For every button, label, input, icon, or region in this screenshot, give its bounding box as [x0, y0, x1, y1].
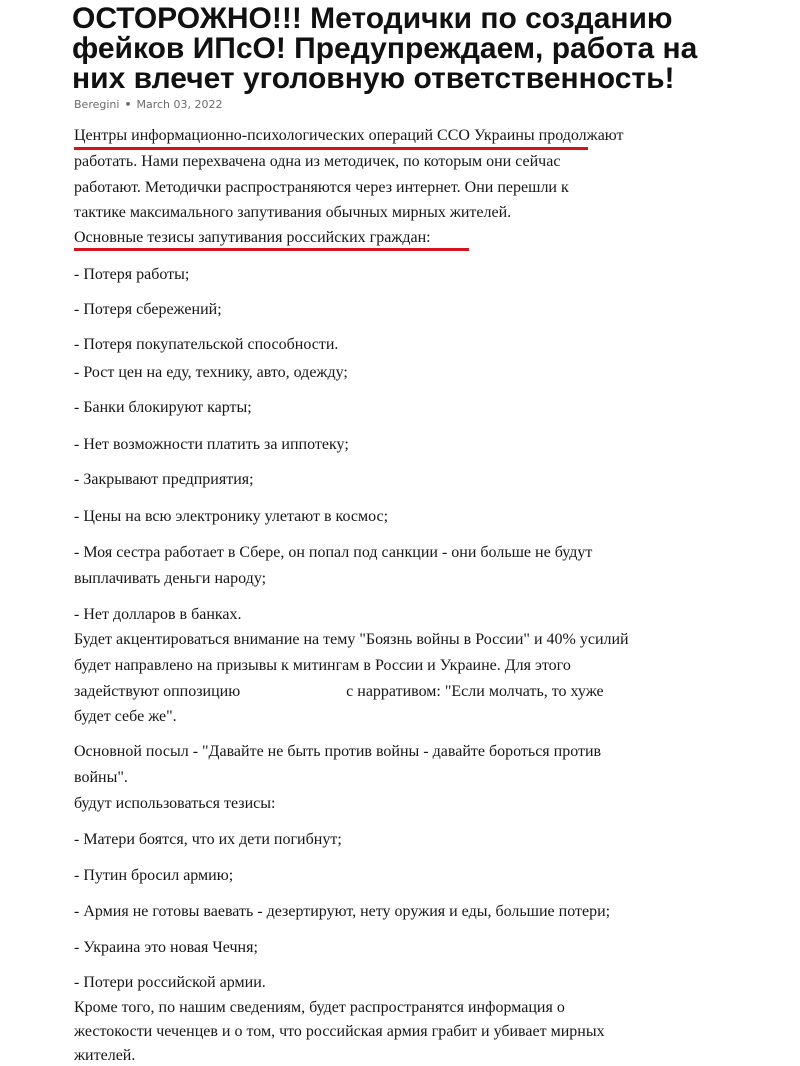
intro-line: работать. Нами перехвачена одна из методичек, по которым они сейчас [74, 153, 561, 170]
thesis-item: - Потеря покупательской способности. [74, 336, 339, 353]
war-thesis-item: - Матери боятся, что их дети погибнут; [74, 831, 342, 848]
thesis-item: - Потеря сбережений; [74, 301, 222, 318]
message-line: войны". [74, 769, 128, 786]
focus-line: будет себе же". [74, 708, 177, 725]
intro-line: тактике максимального запутивания обычных мирных жителей. [74, 204, 512, 221]
closing-line: Кроме того, по нашим сведениям, будет распространятся информация о [74, 999, 565, 1016]
theses-heading: Основные тезисы запутивания российских граждан: [74, 229, 431, 246]
war-thesis-item: - Потери российской армии. [74, 974, 266, 991]
opposition-text-end: с нарративом: "Если молчать, то хуже [346, 683, 604, 700]
redacted-area [240, 682, 346, 696]
thesis-item: - Потеря работы; [74, 266, 190, 283]
author-link[interactable]: Beregini [74, 98, 120, 111]
thesis-item: - Моя сестра работает в Сбере, он попал под санкции - они больше не будут [74, 544, 593, 561]
title-line: ОСТОРОЖНО!!! Методички по созданию [72, 2, 673, 35]
article-title [72, 4, 772, 94]
closing-line: жестокости чеченцев и о том, что российская армия грабит и убивает мирных [74, 1023, 605, 1040]
thesis-item: выплачивать деньги народу; [74, 570, 267, 587]
war-thesis-item: - Армия не готовы ваевать - дезертируют, нету оружия и еды, большие потери; [74, 903, 611, 920]
red-underline-highlight [74, 248, 469, 251]
title-line: фейков ИПсО! Предупреждаем, работа на [72, 32, 698, 65]
focus-line: будет направлено на призывы к митингам в России и Украине. Для этого [74, 657, 571, 674]
thesis-item: - Рост цен на еду, технику, авто, одежду; [74, 364, 348, 381]
war-thesis-item: - Украина это новая Чечня; [74, 939, 258, 956]
red-underline-highlight [74, 147, 588, 150]
article-meta [74, 98, 222, 111]
intro-line: работают. Методички распространяются через интернет. Они перешли к [74, 179, 569, 196]
thesis-item: - Нет возможности платить за иппотеку; [74, 436, 349, 453]
message-line: Основной посыл - "Давайте не быть против войны - давайте бороться против [74, 743, 602, 760]
thesis-item: - Закрывают предприятия; [74, 471, 254, 488]
opposition-line [74, 682, 604, 702]
thesis-item: - Цены на всю электронику улетают в космос; [74, 508, 389, 525]
closing-line: жителей. [74, 1047, 136, 1064]
message-line: будут использоваться тезисы: [74, 795, 276, 812]
thesis-item: - Нет долларов в банках. [74, 606, 242, 623]
opposition-text-start: задействуют оппозицию [74, 683, 241, 700]
intro-line: Центры информационно-психологических операций ССО Украины продолжают [74, 127, 624, 144]
meta-separator: • [124, 98, 132, 111]
war-thesis-item: - Путин бросил армию; [74, 867, 234, 884]
publish-date: March 03, 2022 [136, 98, 223, 111]
title-line: них влечет уголовную ответственность! [72, 62, 675, 95]
focus-line: Будет акцентироваться внимание на тему "Боязнь войны в России" и 40% усилий [74, 631, 629, 648]
thesis-item: - Банки блокируют карты; [74, 399, 252, 416]
